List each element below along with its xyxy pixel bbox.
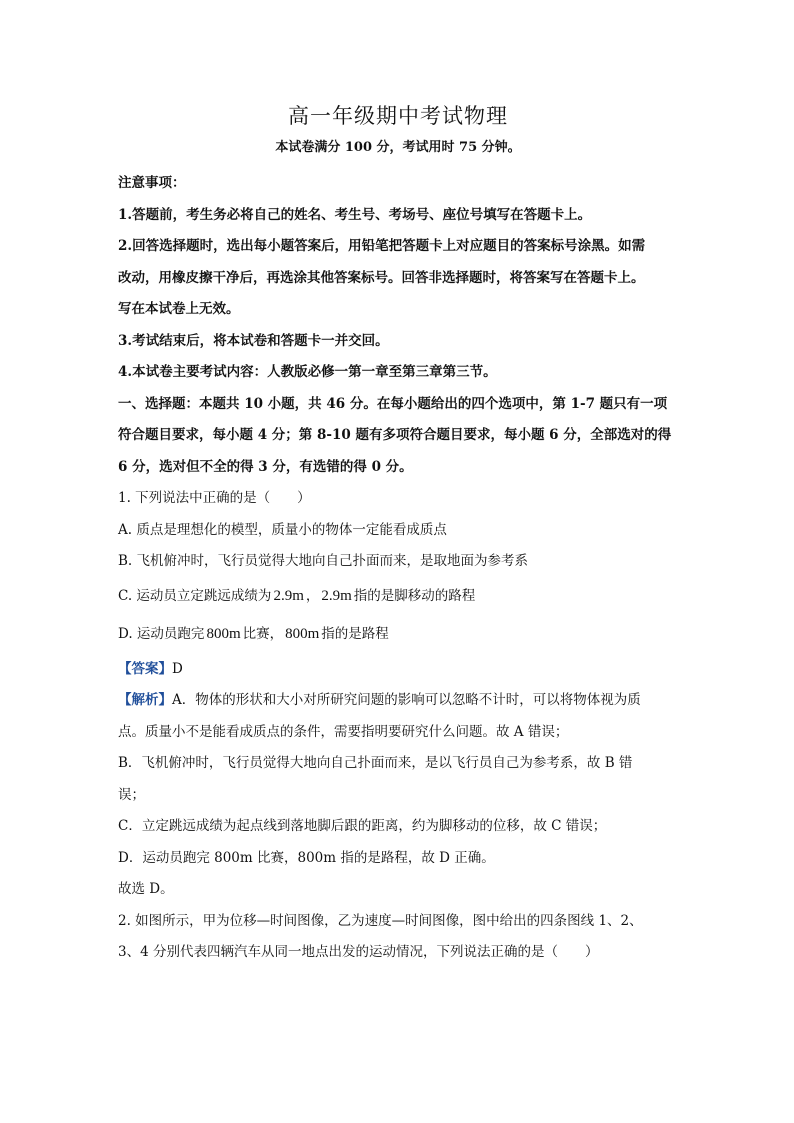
analysis-tag: 【解析】 (118, 692, 172, 708)
notice-line-6: 4.本试卷主要考试内容：人教版必修一第一章至第三章第三节。 (118, 364, 497, 380)
question-2-line-1: 2. 如图所示，甲为位移—时间图像，乙为速度—时间图像，图中给出的四条图线 1、2、 (118, 912, 643, 929)
option-c-sep: ， (305, 587, 320, 604)
section-1-line-3: 6 分，选对但不全的得 3 分，有选错的得 0 分。 (118, 458, 413, 475)
question-1-option-a: A. 质点是理想化的模型，质量小的物体一定能看成质点 (118, 521, 447, 538)
option-d-text-mid: 比赛， (242, 625, 284, 642)
question-1-stem: 1. 下列说法中正确的是（ ） (118, 490, 311, 506)
notice-line-4: 写在本试卷上无效。 (118, 301, 240, 317)
analysis-line-2: 点。质量小不是能看成质点的条件，需要指明要研究什么问题。故 A 错误； (118, 723, 569, 740)
notice-heading: 注意事项： (118, 175, 186, 191)
question-1-option-d (118, 614, 678, 654)
option-d-text-post: 指的是路程 (321, 625, 389, 642)
notice-line-3: 改动，用橡皮擦干净后，再选涂其他答案标号。回答非选择题时，将答案写在答题卡上。 (118, 269, 645, 286)
notice-line-2: 2.回答选择题时，选出每小题答案后，用铅笔把答题卡上对应题目的答案标号涂黑。如需 (118, 238, 646, 254)
answer-value: D (172, 660, 183, 677)
analysis-text-1: A．物体的形状和大小对所研究问题的影响可以忽略不计时，可以将物体视为质 (172, 692, 641, 708)
analysis-line-7: 故选 D。 (118, 881, 174, 897)
exam-subtitle: 本试卷满分 100 分，考试用时 75 分钟。 (275, 140, 521, 155)
option-c-text-pre: C. 运动员立定跳远成绩为 (118, 587, 272, 604)
question-1-option-b: B. 飞机俯冲时，飞行员觉得大地向自己扑面而来，是取地面为参考系 (118, 553, 529, 569)
notice-line-5: 3.考试结束后，将本试卷和答题卡一并交回。 (118, 332, 389, 349)
section-1-line-1: 一、选择题：本题共 10 小题，共 46 分。在每小题给出的四个选项中，第 1-7 题只有一项 (118, 395, 668, 412)
option-d-text-pre: D. 运动员跑完 (118, 625, 205, 642)
question-1-answer (118, 654, 678, 686)
math-800m-a: 800m (206, 625, 241, 642)
analysis-line-4: 误； (118, 786, 145, 803)
math-2-9m-b: 2.9m (321, 587, 352, 604)
section-1-line-2: 符合题目要求，每小题 4 分；第 8-10 题有多项符合题目要求，每小题 6 分，全部选对的得 (118, 427, 672, 443)
page-title: 高一年级期中考试物理 (288, 104, 508, 128)
math-800m-b: 800m (285, 625, 320, 642)
question-2-line-2: 3、4 分别代表四辆汽车从同一地点出发的运动情况，下列说法正确的是（ ） (118, 944, 599, 960)
analysis-line-5: C．立定跳远成绩为起点线到落地脚后跟的距离，约为脚移动的位移，故 C 错误； (118, 818, 607, 834)
answer-tag: 【答案】 (118, 660, 172, 677)
analysis-line-6: D．运动员跑完 800m 比赛，800m 指的是路程，故 D 正确。 (118, 849, 495, 866)
math-2-9m-a: 2.9m (273, 587, 304, 604)
analysis-line-1 (118, 685, 678, 717)
exam-page (118, 98, 678, 969)
question-1-option-c (118, 578, 678, 614)
option-c-text-post: 指的是脚移动的路程 (353, 587, 476, 604)
analysis-line-3: B．飞机俯冲时，飞行员觉得大地向自己扑面而来，是以飞行员自己为参考系，故 B 错 (118, 755, 633, 771)
notice-line-1: 1.答题前，考生务必将自己的姓名、考生号、考场号、座位号填写在答题卡上。 (118, 206, 592, 223)
